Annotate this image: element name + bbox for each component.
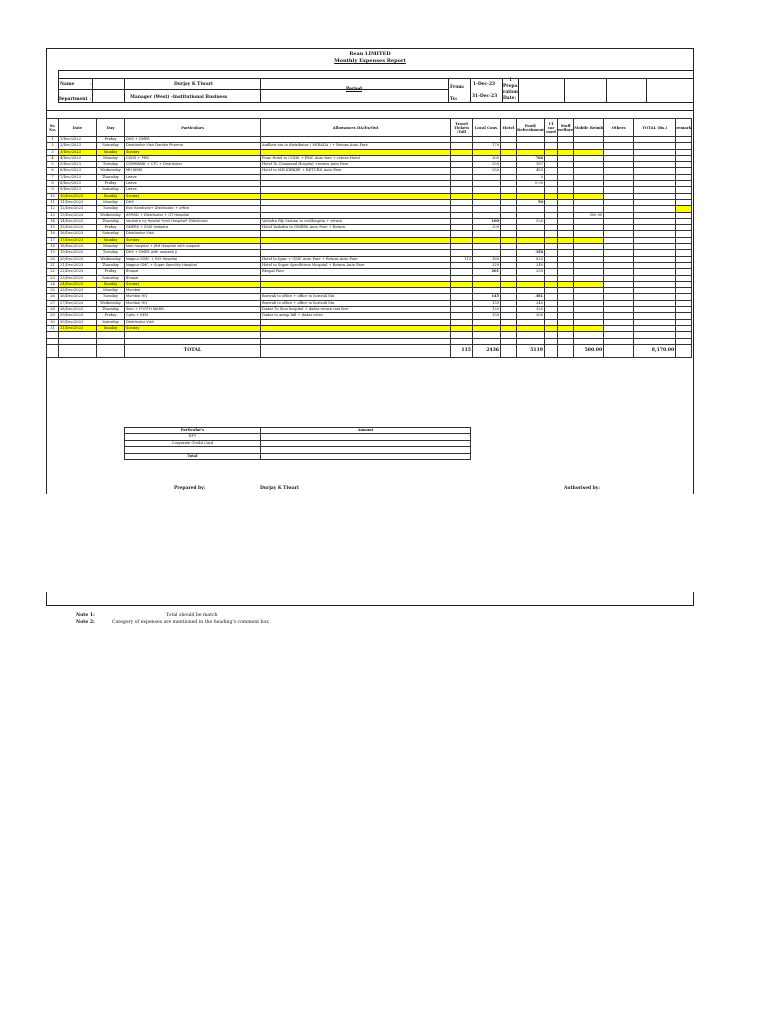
expense-sheet xyxy=(46,48,694,494)
cell-part: Sunday xyxy=(125,193,261,199)
cell-date: 1/Dec/2022 xyxy=(59,137,97,143)
department-value: Manager (West) -Institutional Business xyxy=(130,95,228,100)
cell-part: Leave xyxy=(125,174,261,180)
cell-food: 0 xyxy=(517,174,545,180)
particulars-head: Particular's xyxy=(125,428,261,434)
to-value: 31-Dec-23 xyxy=(472,94,498,99)
cell-part: CGHS + PMC xyxy=(125,155,261,161)
header-vline-d xyxy=(260,78,261,102)
bottom-frame-line xyxy=(46,605,694,606)
cell-day: Tuesday xyxy=(97,206,125,212)
cell-part: Sunday xyxy=(125,325,261,331)
cell-allow: Dadar To Sion hospital + dadar return taxi fare xyxy=(261,307,451,313)
particulars-table xyxy=(124,427,471,460)
cell-date: 20/Dec/2023 xyxy=(59,256,97,262)
cell-part: Mumbai xyxy=(125,288,261,294)
totals-label: TOTAL xyxy=(125,344,261,357)
cell-part: Bhopal xyxy=(125,275,261,281)
cell-allow: Borivali to office + office to borivali Stn xyxy=(261,294,451,300)
cell-part: Nagpur GMC + Super Specility Hospital xyxy=(125,262,261,268)
cell-date: 17/Dec/2023 xyxy=(59,237,97,243)
cell-part: AFMSD + Distributor + GT Hospital xyxy=(125,212,261,218)
cell-sr: 8 xyxy=(47,181,59,187)
particulars-row-amount: - xyxy=(261,440,471,446)
header-vline-j xyxy=(606,78,607,102)
cell-food: 825 xyxy=(517,256,545,262)
cell-part: Vadodra rly Hosital *civil Hospital* Distributor xyxy=(125,218,261,224)
cell-sr: 10 xyxy=(47,193,59,199)
cell-sr: 21 xyxy=(47,262,59,268)
total-food: 5119 xyxy=(517,344,545,357)
cell-sr: 14 xyxy=(47,218,59,224)
cell-local: 320 xyxy=(473,262,501,268)
authorised-by-label: Authorised by: xyxy=(564,486,600,491)
cell-date: 24/Dec/2023 xyxy=(59,281,97,287)
header-vline-b xyxy=(92,78,93,102)
col-mobile: Mobile Reimb xyxy=(574,119,604,137)
total-local: 2436 xyxy=(473,344,501,357)
header-vline-k xyxy=(646,78,647,102)
cell-date: 2/Dec/2023 xyxy=(59,143,97,149)
header-vline-c xyxy=(124,78,125,102)
col-staff: Staff welfare xyxy=(558,119,574,137)
cell-day: Sunday xyxy=(97,281,125,287)
cell-day: Sunday xyxy=(97,237,125,243)
cell-date: 23/Dec/2023 xyxy=(59,275,97,281)
cell-date: 27/Dec/2023 xyxy=(59,300,97,306)
cell-date: 11/Dec/2023 xyxy=(59,199,97,205)
prep-label-4: Date: xyxy=(503,96,517,101)
cell-allow: Hotel Vadodra to GMERS Auto Fare + Return xyxy=(261,225,451,231)
col-date: Date xyxy=(59,119,97,137)
cell-food: 250 xyxy=(517,269,545,275)
col-travel: Travel Tickets /Toll xyxy=(451,119,473,137)
prep-label-2: Prepa xyxy=(503,84,518,89)
cell-local: 350 xyxy=(473,168,501,174)
header-line-3 xyxy=(58,102,694,103)
cell-date: 30/Dec/2023 xyxy=(59,319,97,325)
from-label: From: xyxy=(450,85,465,90)
cell-day: Friday xyxy=(97,181,125,187)
cell-food: 240 xyxy=(517,262,545,268)
cell-day: Friday xyxy=(97,313,125,319)
cell-food: 320 xyxy=(517,307,545,313)
cell-date: 5/Dec/2023 xyxy=(59,162,97,168)
cell-date: 9/Dec/2023 xyxy=(59,187,97,193)
name-label: Name xyxy=(60,82,75,87)
total-mobile: 500.00 xyxy=(574,344,604,357)
cell-sr: 7 xyxy=(47,174,59,180)
cell-part: COMMAND + CTC + Distributor xyxy=(125,162,261,168)
bottom-frame-right xyxy=(693,592,694,606)
col-food: Food/ Refreshment xyxy=(517,119,545,137)
header-line-top xyxy=(58,70,694,71)
cell-day: Thursday xyxy=(97,307,125,313)
cell-date: 31/Dec/2023 xyxy=(59,325,97,331)
cell-allow: Dadar to antop hill + dadar retru xyxy=(261,313,451,319)
note-2-text: Category of expenses are mentioned in the heading's comment box xyxy=(112,620,269,625)
cell-date: 4/Dec/2023 xyxy=(59,155,97,161)
cell-sr: 4 xyxy=(47,155,59,161)
cell-day: Friday xyxy=(97,225,125,231)
bottom-frame xyxy=(46,592,694,606)
cell-local: 145 xyxy=(473,294,501,300)
cell-date: 13/Dec/2023 xyxy=(59,212,97,218)
cell-date: 7/Dec/2023 xyxy=(59,174,97,180)
cell-part: Sion + FOOTH WARD xyxy=(125,307,261,313)
company-name: Rean LIMITED xyxy=(349,51,391,57)
cell-day: Saturday xyxy=(97,231,125,237)
cell-day: Tuesday xyxy=(97,294,125,300)
cell-sr: 16 xyxy=(47,231,59,237)
cell-food: 485 xyxy=(517,168,545,174)
note-2-label: Note 2: xyxy=(76,620,95,625)
prep-label-3: ration xyxy=(503,90,518,95)
cell-part: Bhopal xyxy=(125,269,261,275)
cell-part: Leave xyxy=(125,187,261,193)
col-sr: Sr. No. xyxy=(47,119,59,137)
cell-part: DHS + DMER xyxy=(125,137,261,143)
cell-sr: 25 xyxy=(47,288,59,294)
col-remark: remark xyxy=(676,119,692,137)
cell-part: DHS xyxy=(125,199,261,205)
cell-day: Saturday xyxy=(97,319,125,325)
cell-sr: 3 xyxy=(47,149,59,155)
blank-rows xyxy=(47,332,692,358)
col-hotel: Hotel xyxy=(501,119,517,137)
col-allowances: Allowances DA/Ex/Out xyxy=(261,119,451,137)
cell-date: 15/Dec/2023 xyxy=(59,225,97,231)
cell-day: Sunday xyxy=(97,325,125,331)
period-label: Period xyxy=(346,87,362,92)
cell-sr: 13 xyxy=(47,212,59,218)
cell-day: Tuesday xyxy=(97,250,125,256)
cell-sr: 17 xyxy=(47,237,59,243)
total-grand: 8,170.00 xyxy=(634,344,676,357)
cell-local: 250 xyxy=(473,162,501,168)
col-day: Day xyxy=(97,119,125,137)
cell-sr: 15 xyxy=(47,225,59,231)
header-vline-e xyxy=(448,78,449,102)
cell-day: Monday xyxy=(97,288,125,294)
cell-date: 22/Dec/2023 xyxy=(59,269,97,275)
prep-label-1: 1 xyxy=(509,78,513,83)
prepared-by-label: Prepared by: xyxy=(174,486,206,491)
cell-allow: Pune Hotel to CGHS + PMC Auto fare + return Hotel xyxy=(261,155,451,161)
cell-allow: Borivali to office + office to borivali Stn xyxy=(261,300,451,306)
cell-date: 28/Dec/2023 xyxy=(59,307,97,313)
cell-day: Thursday xyxy=(97,218,125,224)
cell-date: 14/Dec/2023 xyxy=(59,218,97,224)
cell-local: 300 xyxy=(473,155,501,161)
cell-date: 12/Dec/2023 xyxy=(59,206,97,212)
cell-sr: 9 xyxy=(47,187,59,193)
cell-day: Saturday xyxy=(97,143,125,149)
cell-allow: Hotel to Igmc + GMC Auto Fare + Return Auto Fare xyxy=(261,256,451,262)
amount-head: Amount xyxy=(261,428,471,434)
cell-allow: Hotel to MH KIRKEE + RETURN Auto Fare xyxy=(261,168,451,174)
cell-food: 0.00 xyxy=(517,181,545,187)
cell-sr: 22 xyxy=(47,269,59,275)
header-vline-i xyxy=(564,78,565,102)
report-title: Monthly Expenses Report xyxy=(334,58,406,64)
cell-food: 381 xyxy=(517,294,545,300)
cell-sr: 2 xyxy=(47,143,59,149)
name-value: Durjay K Tiwari xyxy=(174,82,213,87)
prepared-by-value: Durjay K Tiwari xyxy=(260,486,299,491)
cell-date: 19/Dec/2023 xyxy=(59,250,97,256)
cell-part: MH KIRKI xyxy=(125,168,261,174)
header-line-1 xyxy=(58,78,694,79)
cell-day: Wednesday xyxy=(97,212,125,218)
cell-date: 29/Dec/2023 xyxy=(59,313,97,319)
cell-local: 200 xyxy=(473,225,501,231)
cell-local: 170 xyxy=(473,143,501,149)
cell-local: 160 xyxy=(473,256,501,262)
cell-sr: 18 xyxy=(47,244,59,250)
header-line-4 xyxy=(46,110,694,111)
cell-part: Distributor Visit xyxy=(125,231,261,237)
cell-sr: 1 xyxy=(47,137,59,143)
particulars-row-amount: - xyxy=(261,434,471,440)
cell-allow: Hotel To Command Hospital +return Auto Fare xyxy=(261,162,451,168)
cell-sr: 28 xyxy=(47,307,59,313)
table-header-row xyxy=(47,119,692,137)
name-colon: : xyxy=(90,82,92,87)
totals-row xyxy=(47,344,692,357)
cell-day: Monday xyxy=(97,244,125,250)
cell-day: Friday xyxy=(97,269,125,275)
cell-sr: 20 xyxy=(47,256,59,262)
cell-sr: 11 xyxy=(47,199,59,205)
cell-day: Friday xyxy=(97,137,125,143)
cell-sr: 12 xyxy=(47,206,59,212)
cell-day: Wednesday xyxy=(97,256,125,262)
cell-food: 300 xyxy=(517,313,545,319)
cell-sr: 24 xyxy=(47,281,59,287)
total-travel: 115 xyxy=(451,344,473,357)
cell-day: Wednesday xyxy=(97,168,125,174)
cell-food: 358 xyxy=(517,250,545,256)
cell-food: 768 xyxy=(517,155,545,161)
cell-local: 150 xyxy=(473,313,501,319)
table-body xyxy=(47,137,692,332)
cell-food: 520 xyxy=(517,218,545,224)
cell-sr: 29 xyxy=(47,313,59,319)
cell-day: Monday xyxy=(97,199,125,205)
cell-date: 26/Dec/2023 xyxy=(59,294,97,300)
cell-day: Thursday xyxy=(97,262,125,268)
col-car: I'f car used xyxy=(545,119,558,137)
cell-part: DHS + DMER with roopesh ji xyxy=(125,250,261,256)
cell-day: Tuesday xyxy=(97,162,125,168)
cell-part: Sunday xyxy=(125,281,261,287)
cell-day: Sunday xyxy=(97,193,125,199)
cell-sr: 30 xyxy=(47,319,59,325)
cell-allow: Andheri stn to distributor ( MIRADA ) + Return Auto Fare xyxy=(261,143,451,149)
col-others: Others xyxy=(604,119,634,137)
col-local: Local Conv. xyxy=(473,119,501,137)
cell-sr: 5 xyxy=(47,162,59,168)
cell-date: 6/Dec/2023 xyxy=(59,168,97,174)
cell-part: Cghs + KEM xyxy=(125,313,261,319)
cell-local: 155 xyxy=(473,300,501,306)
bottom-frame-left xyxy=(46,592,47,606)
cell-day: Sunday xyxy=(97,149,125,155)
particulars-row-label: Corporate Credit Card xyxy=(125,440,261,446)
cell-day: Wednesday xyxy=(97,300,125,306)
cell-allow: Vadodra Rly Station to civilhospita + return xyxy=(261,218,451,224)
cell-part: Esic Kandivali+ Distributor + office xyxy=(125,206,261,212)
header-vline-f xyxy=(470,78,471,102)
cell-day: Saturday xyxy=(97,275,125,281)
cell-part: GMERS + ESIS Vadodra xyxy=(125,225,261,231)
cell-day: Saturday xyxy=(97,187,125,193)
cell-sr: 26 xyxy=(47,294,59,300)
cell-part: Sunday xyxy=(125,149,261,155)
cell-allow: Hotel to Super Specilitiese Hospital + Return Auto Fare xyxy=(261,262,451,268)
cell-food: 50 xyxy=(517,199,545,205)
cell-date: 25/Dec/2023 xyxy=(59,288,97,294)
note-1-text: Total should be match xyxy=(166,613,218,618)
cell-date: 10/Dec/2023 xyxy=(59,193,97,199)
cell-date: 3/Dec/2023 xyxy=(59,149,97,155)
cell-part: Mumbai HQ xyxy=(125,294,261,300)
col-particulars: Particulars xyxy=(125,119,261,137)
from-value: 1-Dec-23 xyxy=(473,82,496,87)
cell-sr: 19 xyxy=(47,250,59,256)
cell-sr: 23 xyxy=(47,275,59,281)
cell-local: 120 xyxy=(473,307,501,313)
cell-part: Leave xyxy=(125,181,261,187)
cell-sr: 27 xyxy=(47,300,59,306)
particulars-total-label: Total xyxy=(125,453,261,459)
cell-part: Nair hospital + JBH Hospital with roopesh xyxy=(125,244,261,250)
particulars-row-label: EFT xyxy=(125,434,261,440)
cell-local: 201 xyxy=(473,269,501,275)
cell-date: 16/Dec/2023 xyxy=(59,231,97,237)
cell-date: 8/Dec/2023 xyxy=(59,181,97,187)
note-1-label: Note 1: xyxy=(76,613,95,618)
cell-local: 100 xyxy=(473,218,501,224)
to-label: To: xyxy=(450,97,458,102)
cell-part: Nagpur IGMC + RLY Hospital xyxy=(125,256,261,262)
cell-travel: 115 xyxy=(451,256,473,262)
header-line-2 xyxy=(58,89,448,90)
cell-food: 240 xyxy=(517,300,545,306)
cell-date: 18/Dec/2023 xyxy=(59,244,97,250)
department-colon: : xyxy=(90,97,92,102)
cell-part: Distributor Visit Dardka Pharma xyxy=(125,143,261,149)
cell-day: Thursday xyxy=(97,174,125,180)
cell-part: Sunday xyxy=(125,237,261,243)
cell-mobile: 500.00 xyxy=(574,212,604,218)
cell-food: 387 xyxy=(517,162,545,168)
cell-part: Mumbai HQ xyxy=(125,300,261,306)
cell-part: Distributor Visit xyxy=(125,319,261,325)
header-vline-h xyxy=(518,78,519,102)
cell-date: 21/Dec/2023 xyxy=(59,262,97,268)
cell-sr: 31 xyxy=(47,325,59,331)
cell-day: Monday xyxy=(97,155,125,161)
col-total: TOTAL (Rs.) xyxy=(634,119,676,137)
cell-allow: Bhopal Fare xyxy=(261,269,451,275)
expenses-table xyxy=(46,118,692,358)
cell-sr: 6 xyxy=(47,168,59,174)
department-label: Department xyxy=(58,97,88,102)
